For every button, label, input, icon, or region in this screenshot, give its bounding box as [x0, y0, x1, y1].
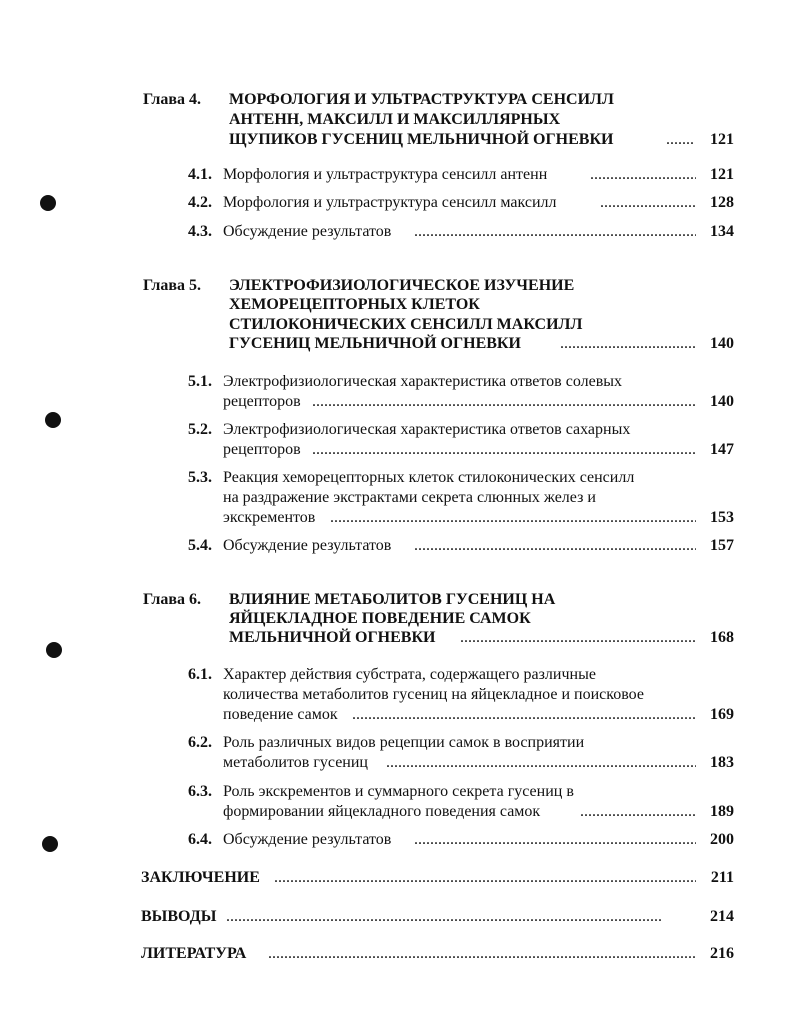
- page-number: 168: [710, 629, 734, 646]
- section-title: формировании яйцекладного поведения самок: [223, 803, 541, 820]
- section-title: поведение самок: [223, 706, 338, 723]
- dot-leader: [590, 165, 696, 185]
- dot-leader: [460, 628, 696, 648]
- punch-hole-mark: [42, 836, 58, 852]
- section-title: количества метаболитов гусениц на яйцекладное и поисковое: [223, 686, 644, 703]
- punch-hole-mark: [40, 195, 56, 211]
- page-number: 216: [710, 945, 734, 962]
- chapter-title-line: МОРФОЛОГИЯ И УЛЬТРАСТРУКТУРА СЕНСИЛЛ: [229, 91, 614, 108]
- section-number: 5.1.: [188, 373, 212, 390]
- section-number: 5.4.: [188, 537, 212, 554]
- section-title: рецепторов: [223, 441, 301, 458]
- dot-leader: [312, 392, 696, 412]
- section-title: Обсуждение результатов: [223, 537, 392, 554]
- section-title: экскрементов: [223, 509, 316, 526]
- dot-leader: [268, 944, 696, 964]
- page-number: 121: [710, 166, 734, 183]
- dot-leader: [414, 536, 696, 556]
- page-number: 121: [710, 131, 734, 148]
- section-number: 6.1.: [188, 666, 212, 683]
- chapter-title-line: ГУСЕНИЦ МЕЛЬНИЧНОЙ ОГНЕВКИ: [229, 335, 521, 352]
- section-number: 4.1.: [188, 166, 212, 183]
- page-number: 128: [710, 194, 734, 211]
- dot-leader: [580, 802, 696, 822]
- chapter-label: Глава 5.: [143, 277, 201, 294]
- dot-leader: [414, 222, 696, 242]
- section-title: метаболитов гусениц: [223, 754, 368, 771]
- section-number: 5.2.: [188, 421, 212, 438]
- entry-title: ВЫВОДЫ: [141, 908, 217, 925]
- dot-leader: [560, 334, 696, 354]
- page-number: 183: [710, 754, 734, 771]
- dot-leader: [414, 830, 696, 850]
- section-number: 6.4.: [188, 831, 212, 848]
- punch-hole-mark: [45, 412, 61, 428]
- chapter-title-line: ЩУПИКОВ ГУСЕНИЦ МЕЛЬНИЧНОЙ ОГНЕВКИ: [229, 131, 614, 148]
- page-number: 147: [710, 441, 734, 458]
- page-number: 214: [710, 908, 734, 925]
- section-title: Морфология и ультраструктура сенсилл максилл: [223, 194, 557, 211]
- page-number: 211: [710, 869, 734, 886]
- section-title: рецепторов: [223, 393, 301, 410]
- punch-hole-mark: [46, 642, 62, 658]
- chapter-title-line: ХЕМОРЕЦЕПТОРНЫХ КЛЕТОК: [229, 296, 480, 313]
- section-number: 6.3.: [188, 783, 212, 800]
- section-title: Реакция хеморецепторных клеток стилоконических сенсилл: [223, 469, 635, 486]
- dot-leader: [386, 753, 696, 773]
- page-number: 134: [710, 223, 734, 240]
- section-title: Характер действия субстрата, содержащего различные: [223, 666, 596, 683]
- section-title: на раздражение экстрактами секрета слюнных желез и: [223, 489, 596, 506]
- chapter-title-line: ЭЛЕКТРОФИЗИОЛОГИЧЕСКОЕ ИЗУЧЕНИЕ: [229, 277, 575, 294]
- chapter-label: Глава 4.: [143, 91, 201, 108]
- chapter-label: Глава 6.: [143, 591, 201, 608]
- dot-leader: [274, 868, 696, 888]
- page-number: 153: [710, 509, 734, 526]
- dot-leader: [330, 508, 696, 528]
- section-title: Электрофизиологическая характеристика ответов солевых: [223, 373, 622, 390]
- section-title: Обсуждение результатов: [223, 223, 392, 240]
- page-number: 189: [710, 803, 734, 820]
- page-number: 200: [710, 831, 734, 848]
- page-number: 140: [710, 335, 734, 352]
- section-title: Электрофизиологическая характеристика ответов сахарных: [223, 421, 631, 438]
- chapter-title-line: МЕЛЬНИЧНОЙ ОГНЕВКИ: [229, 629, 436, 646]
- chapter-title-line: ВЛИЯНИЕ МЕТАБОЛИТОВ ГУСЕНИЦ НА: [229, 591, 556, 608]
- section-title: Обсуждение результатов: [223, 831, 392, 848]
- section-number: 4.2.: [188, 194, 212, 211]
- page-number: 157: [710, 537, 734, 554]
- dot-leader: [666, 130, 694, 150]
- entry-title: ЗАКЛЮЧЕНИЕ: [141, 869, 260, 886]
- section-number: 6.2.: [188, 734, 212, 751]
- section-title: Роль различных видов рецепции самок в восприятии: [223, 734, 585, 751]
- section-title: Роль экскрементов и суммарного секрета гусениц в: [223, 783, 574, 800]
- section-number: 5.3.: [188, 469, 212, 486]
- dot-leader: [226, 907, 696, 927]
- chapter-title-line: АНТЕНН, МАКСИЛЛ И МАКСИЛЛЯРНЫХ: [229, 111, 561, 128]
- section-number: 4.3.: [188, 223, 212, 240]
- chapter-title-line: ЯЙЦЕКЛАДНОЕ ПОВЕДЕНИЕ САМОК: [229, 610, 531, 627]
- entry-title: ЛИТЕРАТУРА: [141, 945, 247, 962]
- dot-leader: [312, 440, 696, 460]
- dot-leader: [600, 193, 696, 213]
- page-number: 169: [710, 706, 734, 723]
- dot-leader: [352, 705, 696, 725]
- page-number: 140: [710, 393, 734, 410]
- section-title: Морфология и ультраструктура сенсилл антенн: [223, 166, 548, 183]
- chapter-title-line: СТИЛОКОНИЧЕСКИХ СЕНСИЛЛ МАКСИЛЛ: [229, 316, 583, 333]
